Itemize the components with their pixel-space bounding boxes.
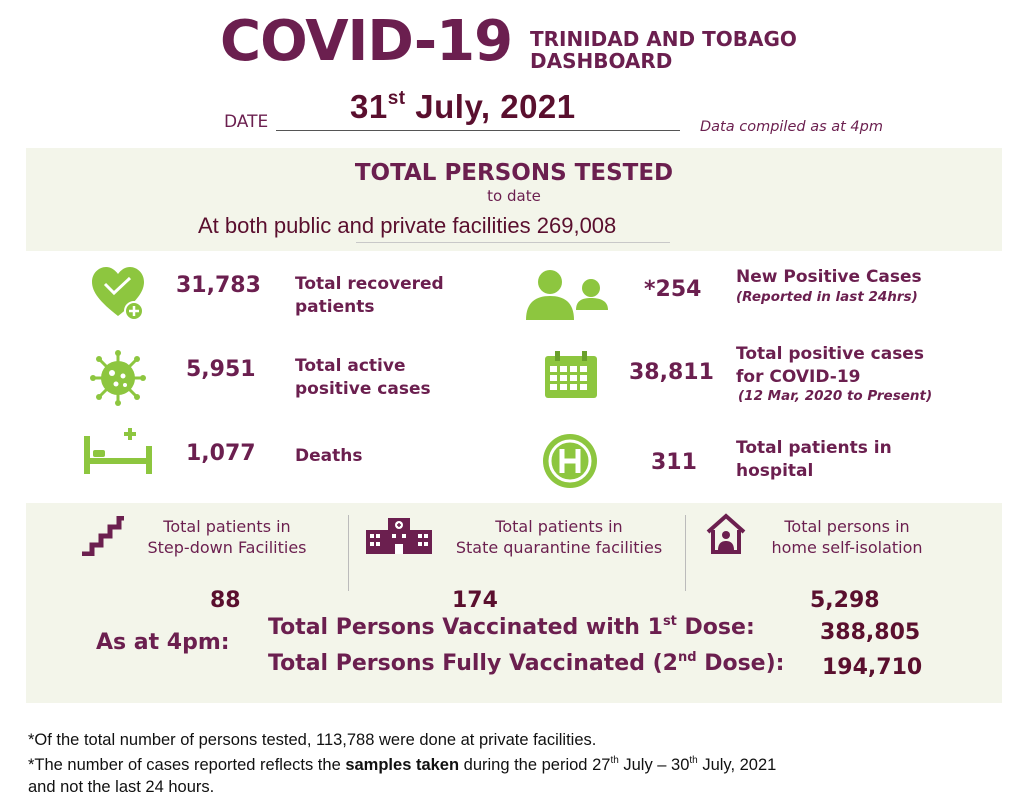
compiled-note: Data compiled as at 4pm	[700, 119, 883, 135]
quarantine-building-icon	[364, 516, 434, 556]
home-isolation-value: 5,298	[810, 588, 880, 613]
new-positive-value: *254	[644, 277, 702, 302]
calendar-icon	[543, 350, 599, 400]
hospital-label: Total patients in hospital	[736, 438, 892, 481]
divider-2	[685, 515, 686, 591]
subtitle-line-2: DASHBOARD	[530, 49, 673, 73]
footnote-2: *The number of cases reported reflects the samples taken during the period 27th July – 30th July, 2021	[28, 755, 777, 774]
heart-plus-icon	[90, 264, 148, 322]
hospital-h-icon	[542, 433, 598, 489]
divider-1	[348, 515, 349, 591]
quarantine-value: 174	[452, 588, 498, 613]
stepdown-value: 88	[210, 588, 241, 613]
second-dose-value: 194,710	[822, 655, 923, 680]
subtitle-line-1: TRINIDAD AND TOBAGO	[530, 27, 797, 51]
footnote-1: *Of the total number of persons tested, 113,788 were done at private facilities.	[28, 731, 597, 749]
first-dose-value: 388,805	[820, 620, 921, 645]
as-at-label: As at 4pm:	[96, 630, 230, 655]
recovered-label: Total recovered patients	[295, 274, 444, 317]
quarantine-label: Total patients in State quarantine facilities	[455, 517, 663, 557]
total-positive-label: Total positive cases for COVID-19	[736, 344, 924, 387]
home-isolation-label: Total persons in home self-isolation	[771, 517, 923, 557]
total-positive-note: (12 Mar, 2020 to Present)	[738, 388, 933, 404]
total-tested-underline	[356, 242, 670, 243]
stairs-icon	[80, 516, 126, 556]
new-positive-label: New Positive Cases	[736, 267, 922, 287]
hospital-bed-icon	[82, 426, 154, 476]
total-tested-subtitle: to date	[487, 187, 541, 205]
first-dose-label: Total Persons Vaccinated with 1st Dose:	[268, 614, 755, 640]
active-label: Total active positive cases	[295, 356, 431, 399]
new-positive-note: (Reported in last 24hrs)	[736, 289, 918, 305]
date-underline	[276, 130, 680, 131]
second-dose-label: Total Persons Fully Vaccinated (2nd Dose):	[268, 650, 785, 676]
dashboard-subtitle	[530, 28, 797, 72]
hospital-value: 311	[651, 450, 697, 475]
home-icon	[704, 512, 748, 556]
total-tested-title: TOTAL PERSONS TESTED	[354, 160, 674, 186]
total-tested-value: At both public and private facilities 269,008	[198, 213, 617, 238]
footnote-3: and not the last 24 hours.	[28, 778, 215, 796]
deaths-label: Deaths	[295, 446, 363, 466]
active-value: 5,951	[186, 357, 256, 382]
report-date: 31st July, 2021	[350, 88, 576, 125]
stepdown-label: Total patients in Step-down Facilities	[147, 517, 307, 557]
date-label: DATE	[224, 112, 269, 132]
virus-icon	[90, 350, 146, 406]
people-icon	[524, 268, 610, 320]
deaths-value: 1,077	[186, 441, 256, 466]
recovered-value: 31,783	[176, 273, 261, 298]
dashboard-logo: COVID-19	[220, 9, 513, 74]
total-positive-value: 38,811	[629, 360, 714, 385]
